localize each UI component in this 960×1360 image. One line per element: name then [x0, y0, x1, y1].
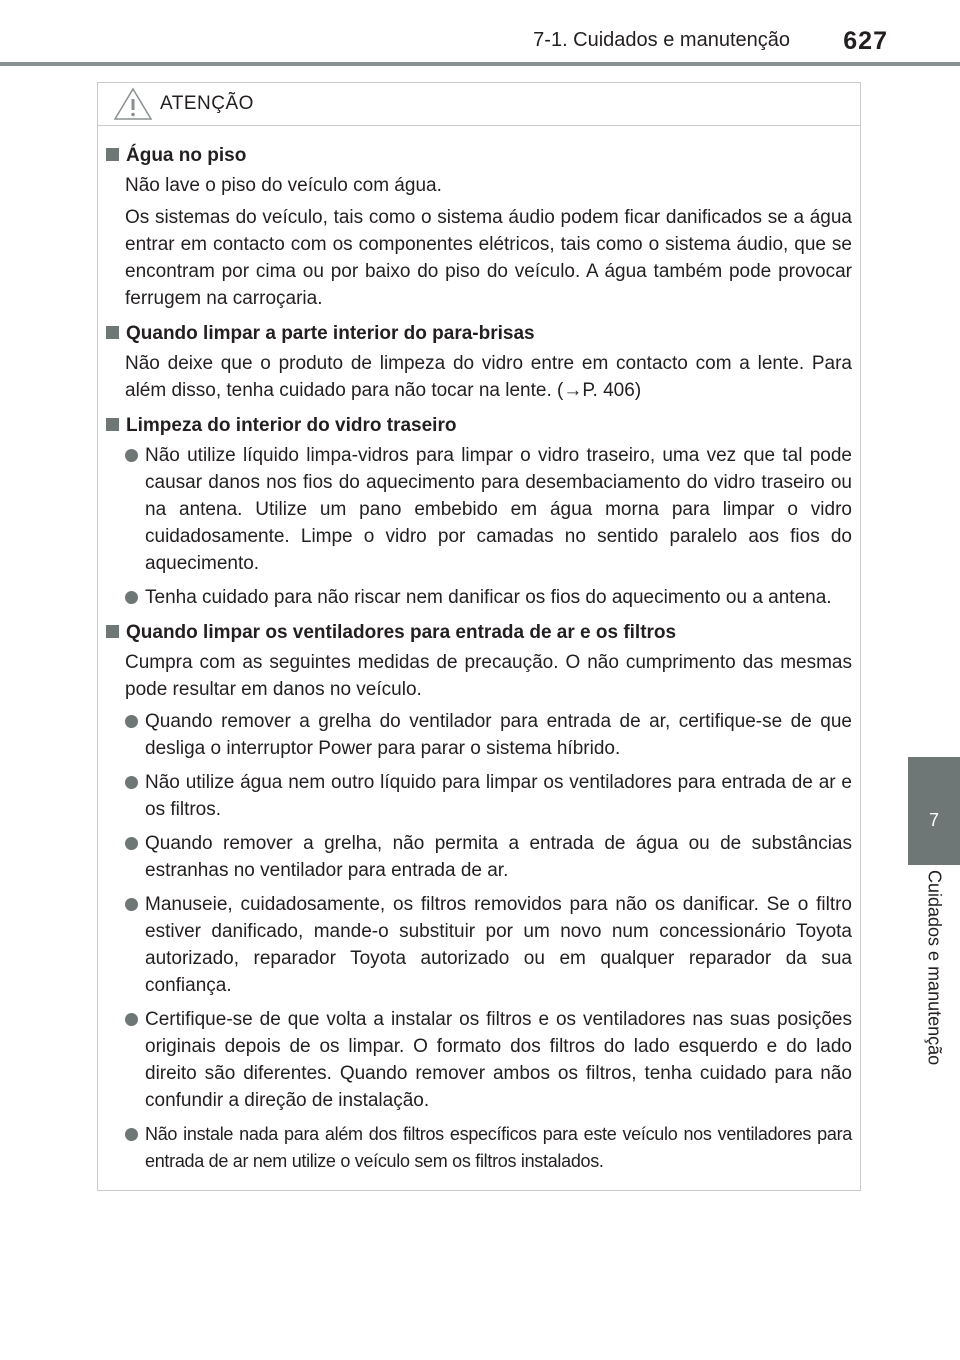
list-item-text: Certifique-se de que volta a instalar os filtros e os ventiladores nas suas posições originais depois de os limpar. O formato dos filtros do lado esquerdo e do lado direito são diferentes. Quando remover ambos os filtros, tenha cuidado para não confundir a direção de instalação.: [145, 1009, 852, 1111]
list-item: [125, 1121, 852, 1175]
round-bullet-icon: [125, 776, 138, 789]
warning-header: [98, 83, 860, 126]
round-bullet-icon: [125, 449, 138, 462]
list-item-text: Não instale nada para além dos filtros específicos para este veículo nos ventiladores para entrada de ar nem utilize o veículo sem os filtros instalados.: [145, 1124, 852, 1171]
warning-box: [97, 82, 861, 1191]
list-item: [125, 708, 852, 762]
list-item-text: Tenha cuidado para não riscar nem danificar os fios do aquecimento ou a antena.: [145, 587, 832, 608]
chapter-number: 7: [928, 810, 939, 830]
round-bullet-icon: [125, 837, 138, 850]
list-item: [125, 891, 852, 999]
section-heading-text: Quando limpar os ventiladores para entrada de ar e os filtros: [126, 622, 677, 643]
header-rule: [0, 62, 960, 66]
list-item-text: Manuseie, cuidadosamente, os filtros removidos para não os danificar. Se o filtro estiver danificado, mande-o substituir por um novo num concessionário Toyota autorizado, reparador Toyota autorizado ou em qualquer reparador da sua confiança.: [145, 894, 852, 996]
round-bullet-icon: [125, 1128, 138, 1141]
section-air-vents: [106, 619, 852, 1175]
list-item: [125, 584, 852, 611]
list-item-text: Não utilize água nem outro líquido para limpar os ventiladores para entrada de ar e os filtros.: [145, 772, 852, 820]
list-item-text: Quando remover a grelha do ventilador para entrada de ar, certifique-se de que desliga o interruptor Power para parar o sistema híbrido.: [145, 711, 852, 759]
chapter-tab: [908, 757, 960, 865]
paragraph: Não lave o piso do veículo com água.: [125, 175, 442, 196]
square-bullet-icon: [106, 148, 119, 161]
warning-title: ATENÇÃO: [160, 93, 254, 114]
paragraph: Cumpra com as seguintes medidas de precaução. O não cumprimento das mesmas pode resultar em danos no veículo.: [125, 652, 852, 700]
list-item-text: Não utilize líquido limpa-vidros para limpar o vidro traseiro, uma vez que tal pode causar danos nos fios do aquecimento para desembaciamento do vidro traseiro ou na antena. Utilize um pano embebido em água morna para limpar o vidro cuidadosamente. Limpe o vidro por camadas no sentido paralelo aos fios do aquecimento.: [145, 445, 852, 574]
section-heading-text: Quando limpar a parte interior do para-brisas: [126, 323, 535, 344]
chapter-label: Cuidados e manutenção: [924, 870, 945, 1066]
section-windshield: [106, 320, 852, 404]
paragraph: Não deixe que o produto de limpeza do vidro entre em contacto com a lente. Para além disso, tenha cuidado para não tocar na lente. (→P. 406): [125, 353, 852, 401]
round-bullet-icon: [125, 1013, 138, 1026]
paragraph: Os sistemas do veículo, tais como o sistema áudio podem ficar danificados se a água entrar em contacto com os componentes elétricos, tais como o sistema áudio, que se encontram por cima ou por baixo do piso do veículo. A água também pode provocar ferrugem na carroçaria.: [125, 207, 852, 309]
round-bullet-icon: [125, 898, 138, 911]
section-heading: [106, 412, 852, 439]
page-number: 627: [843, 27, 888, 55]
section-heading-text: Água no piso: [126, 145, 247, 166]
section-water-floor: [106, 142, 852, 312]
square-bullet-icon: [106, 326, 119, 339]
list-item: [125, 442, 852, 577]
section-heading: [106, 320, 852, 347]
round-bullet-icon: [125, 715, 138, 728]
section-title: 7-1. Cuidados e manutenção: [533, 29, 790, 51]
section-heading-text: Limpeza do interior do vidro traseiro: [126, 415, 457, 436]
warning-triangle-icon: [113, 87, 153, 121]
list-item-text: Quando remover a grelha, não permita a entrada de água ou de substâncias estranhas no ventilador para entrada de ar.: [145, 833, 852, 881]
square-bullet-icon: [106, 418, 119, 431]
square-bullet-icon: [106, 625, 119, 638]
round-bullet-icon: [125, 591, 138, 604]
section-heading: [106, 619, 852, 646]
section-heading: [106, 142, 852, 169]
list-item: [125, 769, 852, 823]
list-item: [125, 1006, 852, 1114]
warning-body: [98, 126, 860, 1175]
list-item: [125, 830, 852, 884]
section-rear-window: [106, 412, 852, 611]
